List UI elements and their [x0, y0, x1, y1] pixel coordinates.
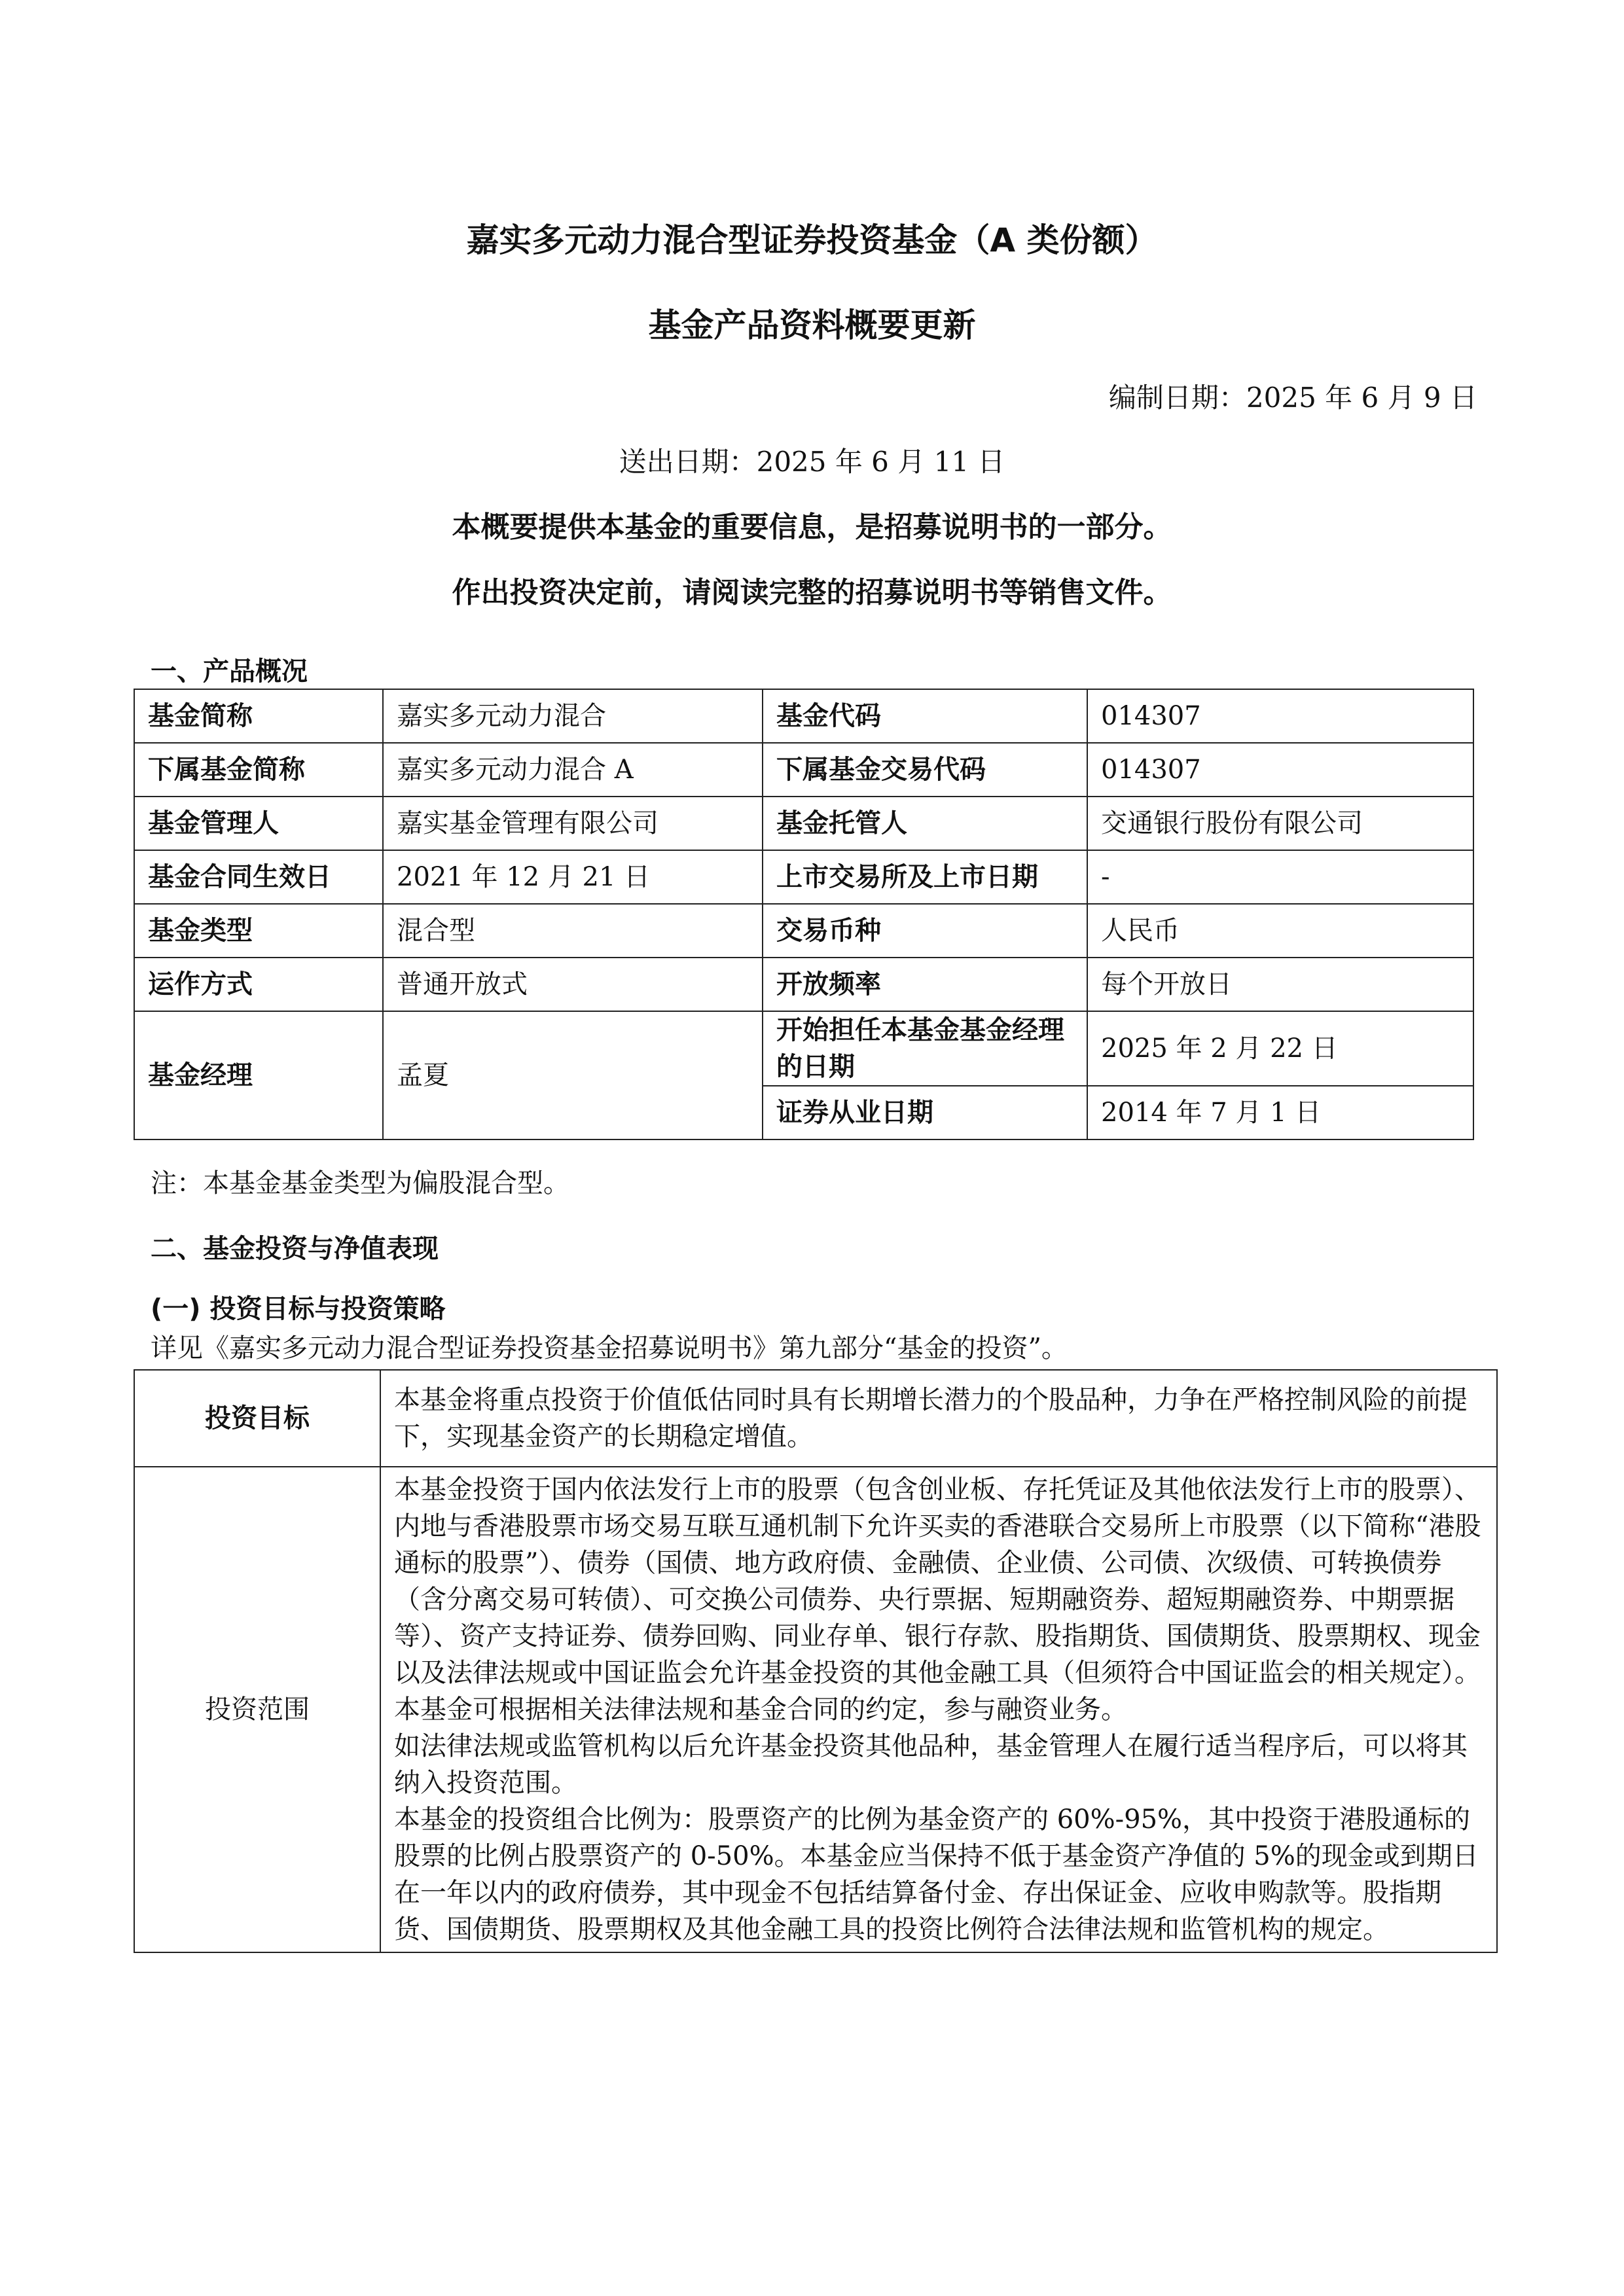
- table-cell-value: 普通开放式: [383, 958, 763, 1011]
- table-cell-label: 基金代码: [763, 689, 1087, 743]
- objective-text: 本基金将重点投资于价值低估同时具有长期增长潜力的个股品种，力争在严格控制风险的前提下，实现基金资产的长期稳定增值。: [380, 1370, 1497, 1467]
- section-heading-overview: 一、产品概况: [151, 656, 308, 687]
- scope-paragraph: 本基金可根据相关法律法规和基金合同的约定，参与融资业务。: [394, 1695, 1127, 1725]
- table-cell-value: 嘉实多元动力混合 A: [383, 743, 763, 797]
- table-cell-label: 下属基金简称: [134, 743, 383, 797]
- subsection-heading-strategy: (一) 投资目标与投资策略: [151, 1294, 446, 1324]
- table-row: [134, 797, 1473, 850]
- scope-paragraph: 本基金投资于国内依法发行上市的股票（包含创业板、存托凭证及其他依法发行上市的股票）、内地与香港股票市场交易互联互通机制下允许买卖的香港联合交易所上市股票（以下简称“港股通标的股票”）、债券（国债、地方政府债、金融债、企业债、公司债、次级债、可转换债券（含分离交易可转债）、可交换公司债券、央行票据、短期融资券、超短期融资券、中期票据等）、资产支持证券、债券回购、同业存单、银行存款、股指期货、国债期货、股票期权、现金以及法律法规或中国证监会允许基金投资的其他金融工具（但须符合中国证监会的相关规定）。: [394, 1475, 1481, 1688]
- table-cell-label: 基金管理人: [134, 797, 383, 850]
- scope-content: [380, 1467, 1497, 1952]
- career-start-label: 证券从业日期: [763, 1086, 1087, 1139]
- scope-paragraph: 如法律法规或监管机构以后允许基金投资其他品种，基金管理人在履行适当程序后，可以将其纳入投资范围。: [394, 1731, 1468, 1798]
- table-cell-value: 014307: [1087, 689, 1473, 743]
- table-row: [134, 689, 1473, 743]
- table-row: [134, 850, 1473, 904]
- table-row: [134, 904, 1473, 958]
- table-cell-label: 上市交易所及上市日期: [763, 850, 1087, 904]
- table-row: [134, 743, 1473, 797]
- notice-line-2: 作出投资决定前，请阅读完整的招募说明书等销售文件。: [452, 576, 1172, 609]
- fund-manager-value: 孟夏: [383, 1011, 763, 1139]
- scope-paragraph: 本基金的投资组合比例为：股票资产的比例为基金资产的 60%-95%，其中投资于港股通标的股票的比例占股票资产的 0-50%。本基金应当保持不低于基金资产净值的 5%的现金或到期日在一年以内的政府债券，其中现金不包括结算备付金、存出保证金、应收申购款等。股指期货、国债期货、股票期权及其他金融工具的投资比例符合法律法规和监管机构的规定。: [394, 1804, 1479, 1945]
- document-subtitle: 基金产品资料概要更新: [648, 306, 976, 344]
- table-cell-value: 2021 年 12 月 21 日: [383, 850, 763, 904]
- table-cell-value: 每个开放日: [1087, 958, 1473, 1011]
- manager-start-value: 2025 年 2 月 22 日: [1087, 1011, 1473, 1086]
- table-cell-value: 嘉实基金管理有限公司: [383, 797, 763, 850]
- investment-strategy-table: [134, 1369, 1498, 1953]
- table-cell-label: 基金简称: [134, 689, 383, 743]
- table-row: [134, 958, 1473, 1011]
- notice-line-1: 本概要提供本基金的重要信息，是招募说明书的一部分。: [452, 511, 1172, 544]
- table-cell-label: 开放频率: [763, 958, 1087, 1011]
- send-date: 送出日期：2025 年 6 月 11 日: [619, 446, 1005, 478]
- product-overview-table: [134, 689, 1474, 1140]
- career-start-value: 2014 年 7 月 1 日: [1087, 1086, 1473, 1139]
- manager-start-label: 开始担任本基金基金经理的日期: [763, 1011, 1087, 1086]
- table-cell-value: -: [1087, 850, 1473, 904]
- table-cell-label: 交易币种: [763, 904, 1087, 958]
- compile-date: 编制日期：2025 年 6 月 9 日: [1108, 382, 1477, 414]
- table-cell-label: 基金合同生效日: [134, 850, 383, 904]
- scope-label: 投资范围: [134, 1467, 380, 1952]
- fund-manager-label: 基金经理: [134, 1011, 383, 1139]
- table-row: [134, 1011, 1473, 1086]
- table-row: [134, 1467, 1497, 1952]
- table-cell-value: 014307: [1087, 743, 1473, 797]
- table-cell-label: 基金类型: [134, 904, 383, 958]
- fund-type-note: 注：本基金基金类型为偏股混合型。: [151, 1168, 569, 1198]
- table-cell-value: 人民币: [1087, 904, 1473, 958]
- table-cell-label: 运作方式: [134, 958, 383, 1011]
- table-cell-value: 混合型: [383, 904, 763, 958]
- section-heading-investment: 二、基金投资与净值表现: [151, 1234, 439, 1264]
- table-cell-value: 交通银行股份有限公司: [1087, 797, 1473, 850]
- objective-label: 投资目标: [134, 1370, 380, 1467]
- table-cell-value: 嘉实多元动力混合: [383, 689, 763, 743]
- document-title: 嘉实多元动力混合型证券投资基金（A 类份额）: [466, 221, 1158, 259]
- prospectus-reference: 详见《嘉实多元动力混合型证券投资基金招募说明书》第九部分“基金的投资”。: [151, 1333, 1068, 1363]
- table-cell-label: 下属基金交易代码: [763, 743, 1087, 797]
- table-cell-label: 基金托管人: [763, 797, 1087, 850]
- table-row: [134, 1370, 1497, 1467]
